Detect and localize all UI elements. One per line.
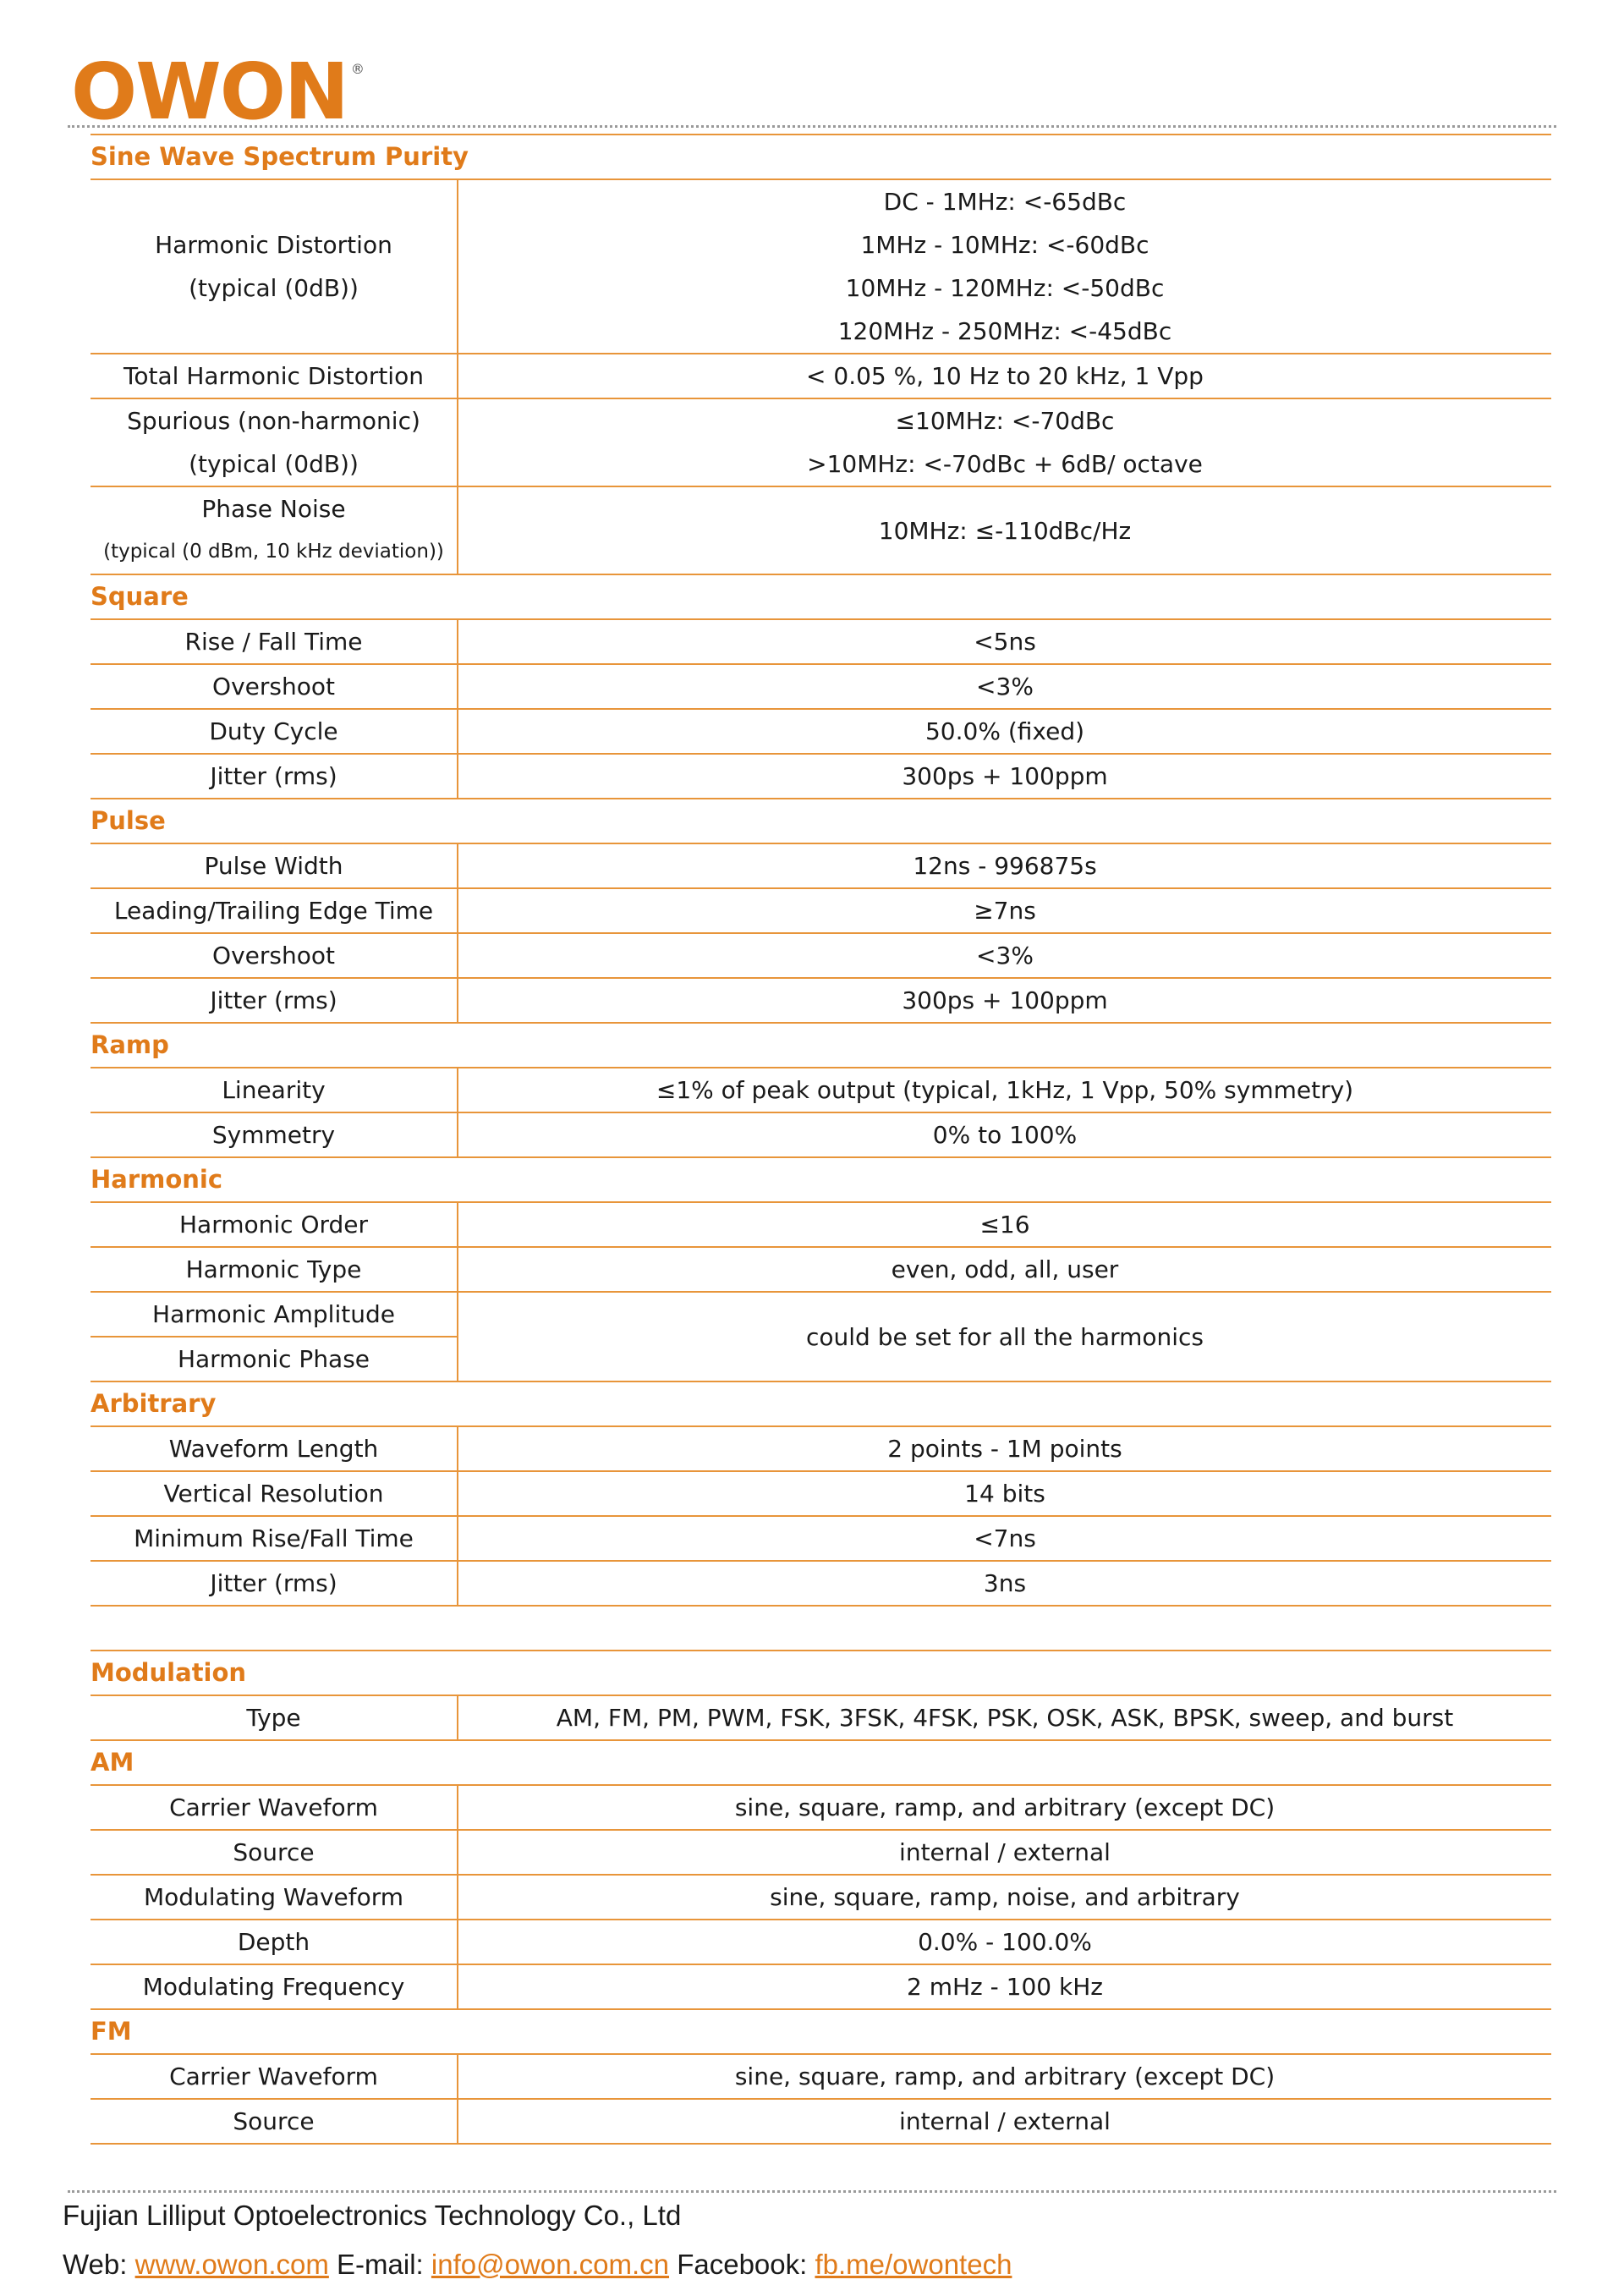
value-line: DC - 1MHz: <-65dBc: [883, 188, 1127, 216]
table-row: [91, 843, 1551, 888]
section-header-row: [91, 1381, 1551, 1426]
section-header-row: [91, 1740, 1551, 1785]
table-row: [91, 619, 1551, 664]
row-label: Carrier Waveform: [91, 1785, 458, 1830]
row-value: could be set for all the harmonics: [458, 1292, 1551, 1381]
table-row: [91, 1471, 1551, 1516]
registered-mark: ®: [350, 61, 365, 77]
row-value: ≤1% of peak output (typical, 1kHz, 1 Vpp, 50% symmetry): [458, 1068, 1551, 1112]
row-value: <7ns: [458, 1516, 1551, 1561]
blank-row: [91, 1606, 1551, 1651]
header-divider: [68, 125, 1556, 128]
row-value: sine, square, ramp, and arbitrary (except DC): [458, 2054, 1551, 2099]
row-label: [91, 486, 458, 574]
section-title: Sine Wave Spectrum Purity: [91, 135, 1551, 179]
value-line: ≤10MHz: <-70dBc: [895, 407, 1115, 435]
table-row: [91, 1426, 1551, 1471]
row-label: Modulating Waveform: [91, 1875, 458, 1920]
footer-contact: [63, 2249, 1012, 2281]
table-row: [91, 486, 1551, 574]
row-value: [458, 398, 1551, 486]
table-row: [91, 754, 1551, 799]
row-value: <3%: [458, 664, 1551, 709]
row-value: sine, square, ramp, noise, and arbitrary: [458, 1875, 1551, 1920]
table-row: [91, 1920, 1551, 1964]
row-label: Total Harmonic Distortion: [91, 354, 458, 398]
row-value: ≥7ns: [458, 888, 1551, 933]
row-label: Harmonic Amplitude: [91, 1292, 458, 1337]
row-label: Vertical Resolution: [91, 1471, 458, 1516]
section-title: Modulation: [91, 1651, 1551, 1695]
row-label: Waveform Length: [91, 1426, 458, 1471]
row-value: 14 bits: [458, 1471, 1551, 1516]
label-line: Harmonic Distortion: [155, 231, 392, 259]
row-label: Harmonic Phase: [91, 1337, 458, 1381]
table-row: [91, 664, 1551, 709]
row-label: Carrier Waveform: [91, 2054, 458, 2099]
section-header-row: [91, 135, 1551, 179]
row-label: Source: [91, 1830, 458, 1875]
row-value: 300ps + 100ppm: [458, 754, 1551, 799]
section-header-row: [91, 1023, 1551, 1068]
row-value: sine, square, ramp, and arbitrary (except DC): [458, 1785, 1551, 1830]
row-value: [458, 179, 1551, 354]
table-row: [91, 1516, 1551, 1561]
section-title: Ramp: [91, 1023, 1551, 1068]
table-row: [91, 1068, 1551, 1112]
row-label: Depth: [91, 1920, 458, 1964]
table-row: [91, 1875, 1551, 1920]
label-line: (typical (0 dBm, 10 kHz deviation)): [103, 541, 444, 563]
value-line: >10MHz: <-70dBc + 6dB/ octave: [807, 450, 1203, 478]
label-line: Phase Noise: [201, 495, 346, 523]
row-value: 2 mHz - 100 kHz: [458, 1964, 1551, 2009]
table-row: [91, 978, 1551, 1023]
table-row: [91, 1202, 1551, 1247]
row-value: <5ns: [458, 619, 1551, 664]
row-label: Overshoot: [91, 664, 458, 709]
row-value: < 0.05 %, 10 Hz to 20 kHz, 1 Vpp: [458, 354, 1551, 398]
row-label: Jitter (rms): [91, 754, 458, 799]
table-row: [91, 1830, 1551, 1875]
row-value: 3ns: [458, 1561, 1551, 1606]
section-header-row: [91, 799, 1551, 843]
row-value: even, odd, all, user: [458, 1247, 1551, 1292]
row-value: AM, FM, PM, PWM, FSK, 3FSK, 4FSK, PSK, OSK, ASK, BPSK, sweep, and burst: [458, 1695, 1551, 1740]
section-header-row: [91, 1651, 1551, 1695]
email-label: E-mail:: [337, 2249, 424, 2280]
row-value: 0.0% - 100.0%: [458, 1920, 1551, 1964]
row-label: Harmonic Order: [91, 1202, 458, 1247]
row-label: Overshoot: [91, 933, 458, 978]
table-row: [91, 1561, 1551, 1606]
table-row: [91, 888, 1551, 933]
row-value: ≤16: [458, 1202, 1551, 1247]
table-row: [91, 709, 1551, 754]
row-label: Pulse Width: [91, 843, 458, 888]
owon-logo: [71, 47, 365, 137]
table-row: [91, 1964, 1551, 2009]
email-link[interactable]: info@owon.com.cn: [431, 2249, 670, 2280]
footer-company: Fujian Lilliput Optoelectronics Technology Co., Ltd: [63, 2200, 682, 2231]
row-label: Type: [91, 1695, 458, 1740]
facebook-label: Facebook:: [677, 2249, 808, 2280]
row-value: 10MHz: ≤-110dBc/Hz: [458, 486, 1551, 574]
table-row: [91, 1247, 1551, 1292]
row-label: Harmonic Type: [91, 1247, 458, 1292]
label-line: Spurious (non-harmonic): [127, 407, 420, 435]
web-label: Web:: [63, 2249, 128, 2280]
value-line: 120MHz - 250MHz: <-45dBc: [837, 317, 1172, 345]
section-title: Arbitrary: [91, 1381, 1551, 1426]
table-row: [91, 1292, 1551, 1337]
row-label: Duty Cycle: [91, 709, 458, 754]
row-label: Jitter (rms): [91, 1561, 458, 1606]
brand-name: OWON: [71, 47, 348, 137]
label-line: (typical (0dB)): [189, 274, 359, 302]
section-title: FM: [91, 2009, 1551, 2054]
website-link[interactable]: www.owon.com: [134, 2249, 329, 2280]
row-label: Minimum Rise/Fall Time: [91, 1516, 458, 1561]
row-value: internal / external: [458, 2099, 1551, 2144]
row-label: [91, 179, 458, 354]
table-row: [91, 398, 1551, 486]
table-row: [91, 1112, 1551, 1157]
row-label: Source: [91, 2099, 458, 2144]
facebook-link[interactable]: fb.me/owontech: [815, 2249, 1012, 2280]
row-value: 0% to 100%: [458, 1112, 1551, 1157]
table-row: [91, 2099, 1551, 2144]
section-header-row: [91, 574, 1551, 619]
row-label: Symmetry: [91, 1112, 458, 1157]
section-title: Pulse: [91, 799, 1551, 843]
section-header-row: [91, 2009, 1551, 2054]
row-value: <3%: [458, 933, 1551, 978]
row-value: 50.0% (fixed): [458, 709, 1551, 754]
row-label: Linearity: [91, 1068, 458, 1112]
footer-divider: [68, 2190, 1556, 2193]
table-row: [91, 354, 1551, 398]
table-row: [91, 933, 1551, 978]
row-label: Rise / Fall Time: [91, 619, 458, 664]
value-line: 1MHz - 10MHz: <-60dBc: [860, 231, 1149, 259]
row-label: Modulating Frequency: [91, 1964, 458, 2009]
row-value: 300ps + 100ppm: [458, 978, 1551, 1023]
row-value: 12ns - 996875s: [458, 843, 1551, 888]
label-line: (typical (0dB)): [189, 450, 359, 478]
table-row: [91, 1695, 1551, 1740]
row-label: [91, 398, 458, 486]
section-header-row: [91, 1157, 1551, 1202]
section-title: AM: [91, 1740, 1551, 1785]
table-row: [91, 179, 1551, 354]
section-title: Square: [91, 574, 1551, 619]
blank-cell: [91, 1606, 1551, 1651]
section-title: Harmonic: [91, 1157, 1551, 1202]
table-row: [91, 1785, 1551, 1830]
row-label: Jitter (rms): [91, 978, 458, 1023]
value-line: 10MHz - 120MHz: <-50dBc: [845, 274, 1165, 302]
table-row: [91, 2054, 1551, 2099]
row-label: Leading/Trailing Edge Time: [91, 888, 458, 933]
spec-table: [91, 134, 1551, 2145]
row-value: internal / external: [458, 1830, 1551, 1875]
row-value: 2 points - 1M points: [458, 1426, 1551, 1471]
spec-table-body: [91, 135, 1551, 2144]
